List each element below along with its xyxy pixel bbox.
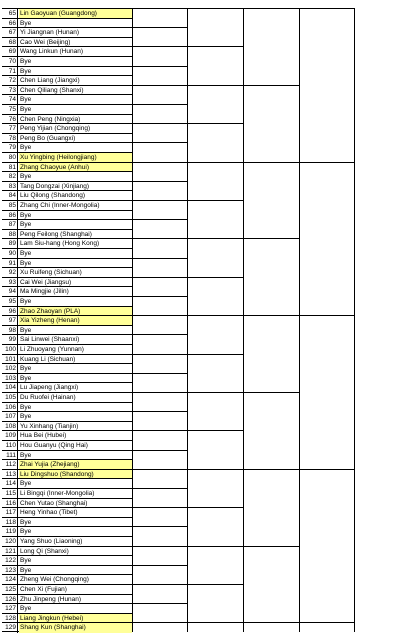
bracket-group-line bbox=[187, 46, 243, 47]
bracket-group-line bbox=[187, 123, 243, 124]
bracket-group-line bbox=[132, 238, 187, 239]
entry-number: 121 bbox=[2, 547, 18, 557]
entry-number: 101 bbox=[2, 355, 18, 365]
entry-number: 118 bbox=[2, 518, 18, 528]
entry-name: Bye bbox=[20, 480, 32, 488]
entry-number: 115 bbox=[2, 489, 18, 499]
entry-number: 95 bbox=[2, 297, 18, 307]
bracket-group-line bbox=[187, 507, 243, 508]
entry-row bbox=[2, 459, 132, 469]
entry-number: 113 bbox=[2, 470, 18, 480]
bracket-group-line bbox=[187, 315, 243, 316]
entry-name: Zhu Jinpeng (Hunan) bbox=[20, 595, 82, 603]
entry-row bbox=[2, 392, 132, 402]
entry-name: Shang Kun (Shanghai) bbox=[19, 623, 132, 633]
bracket-group-line bbox=[132, 507, 187, 508]
entry-row bbox=[2, 238, 132, 248]
entry-name: Bye bbox=[20, 250, 32, 257]
entry-name: Chen Xi (Fujian) bbox=[20, 586, 67, 593]
entry-row bbox=[2, 603, 132, 613]
bracket-group-line bbox=[132, 411, 187, 412]
entry-number: 79 bbox=[2, 143, 18, 153]
bracket-group-line bbox=[132, 46, 187, 47]
entry-number: 102 bbox=[2, 364, 18, 374]
entry-name: Bye bbox=[20, 144, 32, 152]
entry-number: 122 bbox=[2, 556, 18, 566]
entry-name: Kuang Li (Sichuan) bbox=[20, 355, 76, 363]
entry-number: 67 bbox=[2, 28, 18, 38]
bracket-group-line bbox=[243, 546, 299, 547]
bracket-group-line bbox=[132, 546, 187, 547]
entry-row bbox=[2, 171, 132, 181]
entry-name: Bye bbox=[20, 221, 32, 229]
entry-number: 125 bbox=[2, 585, 18, 595]
entry-number: 111 bbox=[2, 451, 18, 461]
entry-row bbox=[2, 411, 132, 421]
entry-number: 100 bbox=[2, 345, 18, 355]
entry-name: Liu Dingshuo (Shandong) bbox=[19, 470, 132, 480]
entry-name: Zhao Zhaoyan (PLA) bbox=[19, 307, 132, 317]
entry-number: 117 bbox=[2, 508, 18, 518]
entry-name: Bye bbox=[20, 106, 32, 113]
entry-number: 73 bbox=[2, 86, 18, 96]
bracket-group-line bbox=[243, 315, 299, 316]
entry-number: 82 bbox=[2, 172, 18, 182]
entry-name: Xu Yingbing (Heilongjiang) bbox=[19, 153, 132, 163]
entry-name: Bye bbox=[20, 403, 32, 411]
entry-number: 128 bbox=[2, 614, 18, 624]
entry-number: 72 bbox=[2, 76, 18, 86]
entry-name: Yang Shuo (Liaoning) bbox=[20, 538, 83, 545]
entry-row bbox=[2, 75, 132, 85]
entry-name: Peng Yijian (Chongqing) bbox=[20, 125, 91, 133]
entry-number: 110 bbox=[2, 441, 18, 451]
entry-name: Liang Jingkun (Hebei) bbox=[19, 614, 132, 624]
entry-name: Bye bbox=[20, 518, 32, 526]
entry-row bbox=[2, 584, 132, 594]
bracket-group-line bbox=[187, 8, 243, 9]
entry-number: 112 bbox=[2, 460, 18, 470]
entry-row bbox=[2, 210, 132, 220]
entry-name: Long Qi (Shanxi) bbox=[20, 547, 69, 555]
bracket-group-line bbox=[299, 8, 354, 9]
entry-name: Hua Bei (Hubei) bbox=[20, 432, 67, 440]
entry-row bbox=[2, 555, 132, 565]
entry-name: Liu Qilong (Shandong) bbox=[20, 192, 86, 200]
bracket-group-line bbox=[187, 85, 243, 86]
entry-name: Heng Yinhao (Tibet) bbox=[20, 509, 78, 517]
entry-row bbox=[2, 517, 132, 527]
entry-row bbox=[2, 27, 132, 37]
entry-row bbox=[2, 382, 132, 392]
entry-row bbox=[2, 219, 132, 229]
entry-number: 75 bbox=[2, 105, 18, 115]
entry-number: 123 bbox=[2, 566, 18, 576]
entry-number: 70 bbox=[2, 57, 18, 67]
bracket-group-line bbox=[132, 603, 187, 604]
entry-name: Sai Linwei (Shaanxi) bbox=[20, 336, 80, 344]
entry-number: 109 bbox=[2, 431, 18, 441]
bracket-column-line bbox=[187, 8, 188, 632]
entry-name: Peng Feilong (Shanghai) bbox=[20, 230, 92, 238]
bracket-group-line bbox=[132, 296, 187, 297]
bracket-group-line bbox=[132, 277, 187, 278]
entry-row bbox=[2, 344, 132, 354]
bracket-group-line bbox=[243, 469, 299, 470]
entry-row bbox=[2, 56, 132, 66]
entry-name: Xu Ruifeng (Sichuan) bbox=[20, 269, 82, 277]
entry-number: 81 bbox=[2, 163, 18, 173]
bracket-group-line bbox=[243, 238, 299, 239]
entry-number: 87 bbox=[2, 220, 18, 230]
bracket-group-line bbox=[132, 104, 187, 105]
entry-number: 71 bbox=[2, 67, 18, 77]
entry-number: 89 bbox=[2, 239, 18, 249]
entry-number: 69 bbox=[2, 47, 18, 57]
entry-number: 83 bbox=[2, 182, 18, 192]
bracket-group-line bbox=[132, 334, 187, 335]
entry-row bbox=[2, 536, 132, 546]
entry-number: 103 bbox=[2, 374, 18, 384]
bracket-group-line bbox=[132, 181, 187, 182]
entry-row bbox=[2, 469, 132, 479]
entry-row bbox=[2, 450, 132, 460]
bracket-group-line bbox=[132, 354, 187, 355]
entry-row bbox=[2, 613, 132, 623]
entry-name: Bye bbox=[20, 259, 32, 267]
entry-row bbox=[2, 526, 132, 536]
entry-row bbox=[2, 267, 132, 277]
bracket-group-line bbox=[132, 622, 187, 623]
entry-row bbox=[2, 594, 132, 604]
entry-name: Bye bbox=[20, 557, 32, 565]
entry-name: Bye bbox=[20, 566, 32, 574]
entry-number: 76 bbox=[2, 115, 18, 125]
entry-number: 65 bbox=[2, 9, 18, 19]
entry-row bbox=[2, 200, 132, 210]
entry-row bbox=[2, 152, 132, 162]
bracket-group-line bbox=[187, 200, 243, 201]
bracket-group-line bbox=[132, 488, 187, 489]
bracket-group-line bbox=[187, 392, 243, 393]
bracket-group-line bbox=[132, 219, 187, 220]
entry-name: Bye bbox=[20, 58, 32, 65]
bracket-group-line bbox=[243, 162, 299, 163]
entry-row bbox=[2, 248, 132, 258]
entry-row bbox=[2, 334, 132, 344]
entry-row bbox=[2, 296, 132, 306]
entry-name: Bye bbox=[20, 96, 32, 104]
entry-row bbox=[2, 85, 132, 95]
bracket-group-line bbox=[132, 162, 187, 163]
entry-name: Lam Siu-hang (Hong Kong) bbox=[20, 240, 100, 248]
entry-row bbox=[2, 277, 132, 287]
bracket-group-line bbox=[299, 162, 354, 163]
entry-number: 106 bbox=[2, 403, 18, 413]
bracket-column-line bbox=[132, 8, 133, 632]
bracket-group-line bbox=[187, 277, 243, 278]
entry-number: 74 bbox=[2, 95, 18, 105]
entry-number: 129 bbox=[2, 623, 18, 633]
entry-number: 96 bbox=[2, 307, 18, 317]
entry-row bbox=[2, 133, 132, 143]
bracket-group-line bbox=[243, 622, 299, 623]
entry-number: 98 bbox=[2, 326, 18, 336]
bracket-group-line bbox=[132, 27, 187, 28]
entry-row bbox=[2, 306, 132, 316]
bracket-group-line bbox=[299, 622, 354, 623]
entry-name: Bye bbox=[20, 374, 32, 382]
entry-row bbox=[2, 258, 132, 268]
entry-number: 94 bbox=[2, 287, 18, 297]
entry-row bbox=[2, 46, 132, 56]
bracket-group-line bbox=[187, 238, 243, 239]
bracket-group-line bbox=[187, 430, 243, 431]
entry-name: Zhai Yujia (Zhejiang) bbox=[19, 460, 132, 470]
entry-row bbox=[2, 8, 132, 18]
entry-number: 85 bbox=[2, 201, 18, 211]
entry-row bbox=[2, 229, 132, 239]
entry-row bbox=[2, 114, 132, 124]
entry-row bbox=[2, 546, 132, 556]
entry-name: Tang Dongzai (Xinjiang) bbox=[20, 182, 90, 190]
bracket-column-line bbox=[243, 8, 244, 632]
entry-name: Zhang Chaoyue (Anhui) bbox=[19, 163, 132, 173]
entry-name: Bye bbox=[20, 413, 32, 421]
bracket-group-line bbox=[132, 142, 187, 143]
entry-row bbox=[2, 565, 132, 575]
entry-name: Lu Jiapeng (Jiangxi) bbox=[20, 384, 79, 392]
entry-number: 91 bbox=[2, 259, 18, 269]
bracket-group-line bbox=[132, 373, 187, 374]
entry-name: Li Bingqi (Inner-Mongolia) bbox=[20, 490, 95, 497]
entry-name: Bye bbox=[20, 451, 32, 459]
entry-number: 88 bbox=[2, 230, 18, 240]
entry-name: Li Zhuoyang (Yunnan) bbox=[20, 346, 84, 353]
entry-name: Peng Bo (Guangxi) bbox=[20, 134, 76, 142]
entry-number: 90 bbox=[2, 249, 18, 259]
bracket-group-line bbox=[132, 66, 187, 67]
entry-number: 120 bbox=[2, 537, 18, 547]
entry-number: 114 bbox=[2, 479, 18, 489]
entry-row bbox=[2, 190, 132, 200]
entry-number: 77 bbox=[2, 124, 18, 134]
entry-name: Cai Wei (Jiangsu) bbox=[20, 278, 72, 286]
entry-row bbox=[2, 181, 132, 191]
bracket-column-line bbox=[354, 8, 355, 632]
entry-name: Xia Yizheng (Henan) bbox=[19, 316, 132, 326]
entry-row bbox=[2, 498, 132, 508]
entry-number: 80 bbox=[2, 153, 18, 163]
entry-row bbox=[2, 421, 132, 431]
entry-name: Hou Guanyu (Qing Hai) bbox=[20, 442, 88, 449]
entry-row bbox=[2, 315, 132, 325]
bracket-group-line bbox=[187, 162, 243, 163]
entry-name: Chen Liang (Jiangxi) bbox=[20, 77, 80, 85]
entry-row bbox=[2, 37, 132, 47]
bracket-group-line bbox=[132, 8, 187, 9]
entry-name: Bye bbox=[20, 326, 32, 334]
entry-row bbox=[2, 104, 132, 114]
entry-number: 108 bbox=[2, 422, 18, 432]
entry-row bbox=[2, 622, 132, 632]
bracket-group-line bbox=[187, 622, 243, 623]
entry-row bbox=[2, 363, 132, 373]
entry-number: 86 bbox=[2, 211, 18, 221]
entry-number: 104 bbox=[2, 383, 18, 393]
bracket-column-line bbox=[299, 8, 300, 632]
bracket-group-line bbox=[132, 85, 187, 86]
entry-number: 124 bbox=[2, 575, 18, 585]
entry-number: 78 bbox=[2, 134, 18, 144]
entry-row bbox=[2, 142, 132, 152]
entry-number: 119 bbox=[2, 527, 18, 537]
entry-number: 105 bbox=[2, 393, 18, 403]
entry-name: Yu Xinhang (Tianjin) bbox=[20, 422, 79, 430]
bracket-group-line bbox=[132, 526, 187, 527]
bracket-group-line bbox=[187, 469, 243, 470]
entry-row bbox=[2, 430, 132, 440]
entry-number: 116 bbox=[2, 499, 18, 509]
entry-row bbox=[2, 402, 132, 412]
entry-row bbox=[2, 18, 132, 28]
bracket-group-line bbox=[132, 123, 187, 124]
entry-row bbox=[2, 325, 132, 335]
entry-number: 127 bbox=[2, 604, 18, 614]
bracket-group-line bbox=[132, 315, 187, 316]
entry-name: Cao Wei (Beijing) bbox=[20, 38, 71, 46]
entry-name: Chen Yutao (Shanghai) bbox=[20, 499, 88, 507]
bracket-group-line bbox=[243, 85, 299, 86]
entry-number: 68 bbox=[2, 38, 18, 48]
entry-name: Bye bbox=[20, 528, 32, 536]
bracket-group-line bbox=[132, 200, 187, 201]
entry-name: Ma Mingjie (Jilin) bbox=[20, 288, 69, 296]
entry-row bbox=[2, 488, 132, 498]
entry-name: Yi Jiangnan (Hunan) bbox=[20, 29, 80, 37]
entry-number: 93 bbox=[2, 278, 18, 288]
entry-row bbox=[2, 94, 132, 104]
entry-row bbox=[2, 478, 132, 488]
entry-number: 107 bbox=[2, 412, 18, 422]
bracket-group-line bbox=[299, 469, 354, 470]
entry-name: Chen Peng (Ningxia) bbox=[20, 115, 81, 123]
entry-row bbox=[2, 123, 132, 133]
bracket-group-line bbox=[243, 8, 299, 9]
entry-name: Chen Qiliang (Shanxi) bbox=[20, 86, 84, 94]
entry-number: 66 bbox=[2, 19, 18, 29]
entry-name: Bye bbox=[20, 605, 32, 613]
entry-name: Bye bbox=[20, 365, 32, 373]
entry-row bbox=[2, 354, 132, 364]
bracket-group-line bbox=[243, 392, 299, 393]
bracket-group-line bbox=[187, 546, 243, 547]
entry-name: Zheng Wei (Chongqing) bbox=[20, 576, 89, 584]
entry-row bbox=[2, 373, 132, 383]
entry-row bbox=[2, 440, 132, 450]
entry-name: Bye bbox=[20, 173, 32, 181]
bracket-group-line bbox=[187, 584, 243, 585]
bracket-group-line bbox=[132, 430, 187, 431]
bracket-group-line bbox=[132, 584, 187, 585]
entry-number: 92 bbox=[2, 268, 18, 278]
entry-name: Lin Gaoyuan (Guangdong) bbox=[19, 9, 132, 19]
bracket-group-line bbox=[299, 315, 354, 316]
entry-name: Wang Linkun (Hunan) bbox=[20, 48, 83, 56]
entry-name: Zhang Chi (Inner-Mongolia) bbox=[20, 202, 100, 209]
entry-name: Bye bbox=[20, 19, 32, 27]
bracket-group-line bbox=[132, 258, 187, 259]
entry-number: 99 bbox=[2, 335, 18, 345]
entry-row bbox=[2, 507, 132, 517]
entry-row bbox=[2, 286, 132, 296]
entry-name: Du Ruofei (Hainan) bbox=[20, 394, 76, 401]
entry-number: 126 bbox=[2, 595, 18, 605]
bracket-group-line bbox=[132, 392, 187, 393]
bracket-group-line bbox=[132, 450, 187, 451]
bracket-group-line bbox=[187, 354, 243, 355]
entry-row bbox=[2, 574, 132, 584]
entry-name: Bye bbox=[20, 211, 32, 219]
entry-name: Bye bbox=[20, 67, 32, 75]
bracket-group-line bbox=[132, 469, 187, 470]
entry-number: 97 bbox=[2, 316, 18, 326]
entry-number: 84 bbox=[2, 191, 18, 201]
bracket-group-line bbox=[132, 565, 187, 566]
entry-name: Bye bbox=[20, 298, 32, 305]
entry-row bbox=[2, 66, 132, 76]
entry-row bbox=[2, 162, 132, 172]
